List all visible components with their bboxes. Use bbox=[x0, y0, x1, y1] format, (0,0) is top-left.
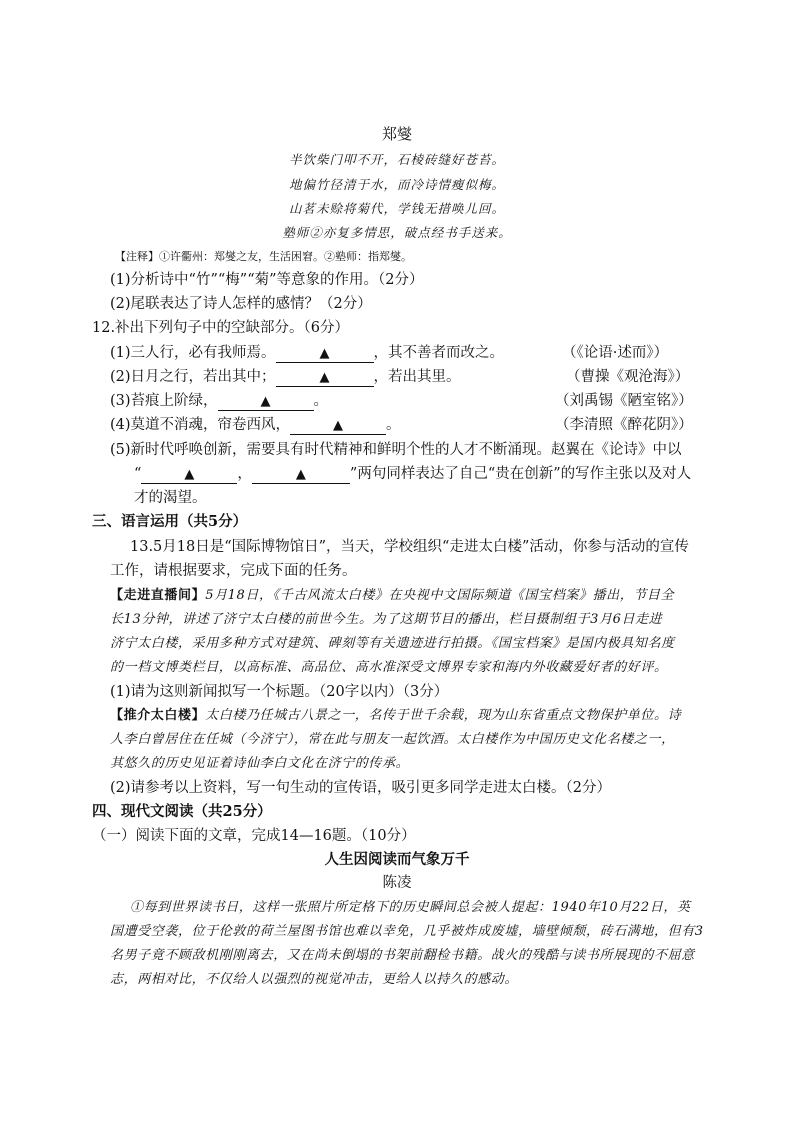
news-tag: 【走进直播间】 bbox=[110, 588, 206, 603]
q12-item-4 bbox=[110, 415, 401, 435]
promo-tag: 【推介太白楼】 bbox=[110, 708, 206, 723]
poem-line-2: 地偏竹径清于水，而冷诗情瘦似梅。 bbox=[288, 177, 505, 192]
q12-item-5-line-1: (5)新时代呼唤创新，需要具有时代精神和鲜明个性的人才不断涌现。赵翼在《论诗》中以 bbox=[110, 442, 682, 458]
q12-item-1 bbox=[110, 343, 504, 363]
promo-line-2: 人李白曾居住在任城（今济宁），常在此与朋友一起饮酒。太白楼作为中国历史文化名楼之一， bbox=[110, 732, 675, 747]
q12-item-1-pre: (1)三人行，必有我师焉。 bbox=[110, 345, 276, 361]
q12-item-1-post: ，其不善者而改之。 bbox=[373, 345, 505, 361]
article-title: 人生因阅读而气象万千 bbox=[324, 851, 470, 868]
q12-item-3-source: （刘禹锡《陋室铭》） bbox=[555, 393, 693, 409]
news-line-3: 济宁太白楼，采用多种方式对建筑、碑刻等有关遗迹进行拍摄。《国宝档案》是国内极具知名度 bbox=[110, 636, 675, 651]
q12-item-3-post: 。 bbox=[313, 393, 329, 409]
q12-item-4-pre: (4)莫道不消魂，帘卷西风， bbox=[110, 417, 291, 433]
q12-item-2-post: ，若出其里。 bbox=[373, 369, 461, 385]
answer-blank[interactable]: ▲ bbox=[290, 416, 386, 435]
news-line-4: 的一档文博类栏目，以高标准、高品位、高水准深受文博界专家和海内外收藏爱好者的好评。 bbox=[110, 660, 668, 675]
q12-item-2 bbox=[110, 367, 461, 387]
q12-item-5-line-2: “ ▲ ， ▲ ”两句同样表达了自己“贵在创新”的写作主张以及对人 bbox=[134, 466, 692, 482]
answer-blank[interactable]: ▲ bbox=[252, 465, 350, 484]
section-3-heading: 三、语言运用（共5分） bbox=[92, 513, 248, 530]
q12-item-4-post: 。 bbox=[386, 417, 401, 433]
poem-title: 郑燮 bbox=[381, 125, 412, 143]
article-para-line-4: 志，两相对比，不仅给人以强烈的视觉冲击，更给人以持久的感动。 bbox=[110, 972, 519, 987]
article-para-line-1: ①每到世界读书日，这样一张照片所定格下的历史瞬间总会被人提起：1940年10月22日，英 bbox=[130, 900, 691, 915]
q12-item-4-source: （李清照《醉花阴》） bbox=[555, 417, 693, 433]
poem-note: 【注释】①许衢州：郑燮之友，生活困窘。②塾师：指郑燮。 bbox=[115, 250, 412, 263]
poem-line-1: 半饮柴门叩不开，石棱砖缝好苍苔。 bbox=[288, 152, 505, 167]
q12-item-3 bbox=[110, 391, 328, 411]
answer-blank[interactable]: ▲ bbox=[218, 392, 314, 411]
task-2: (2)请参考以上资料，写一句生动的宣传语，吸引更多同学走进太白楼。（2分） bbox=[110, 780, 612, 796]
q12-item-2-pre: (2)日月之行，若出其中； bbox=[110, 369, 276, 385]
poem-question-1: (1)分析诗中“竹”“梅”“菊”等意象的作用。（2分） bbox=[110, 272, 424, 288]
article-author: 陈凌 bbox=[382, 875, 412, 891]
q12-item-2-source: （曹操《观沧海》） bbox=[566, 369, 690, 385]
answer-blank[interactable]: ▲ bbox=[276, 344, 374, 363]
answer-blank[interactable]: ▲ bbox=[141, 465, 237, 484]
q12-item-1-source: （《论语·述而》） bbox=[562, 345, 669, 361]
article-para-line-2: 国遭受空袭，位于伦敦的荷兰屋图书馆也难以幸免，几乎被炸成废墟，墙壁倾颓，砖石满地，但有3 bbox=[110, 924, 704, 939]
answer-blank[interactable]: ▲ bbox=[276, 368, 374, 387]
section-4-heading: 四、现代文阅读（共25分） bbox=[92, 803, 272, 820]
poem-line-4: 塾师②亦复多情思，破点经书手送来。 bbox=[282, 225, 512, 240]
part-1-instruction: （一）阅读下面的文章，完成14—16题。（10分） bbox=[92, 828, 416, 844]
q13-line-2: 工作，请根据要求，完成下面的任务。 bbox=[110, 563, 357, 579]
news-line-1: 【走进直播间】5月18日，《千古风流太白楼》在央视中文国际频道《国宝档案》播出，节目全 bbox=[110, 588, 675, 603]
promo-line-3: 其悠久的历史见证着诗仙李白文化在济宁的传承。 bbox=[110, 756, 410, 771]
q12-item-5-line-3: 才的渴望。 bbox=[134, 490, 207, 506]
task-1: (1)请为这则新闻拟写一个标题。（20字以内）（3分） bbox=[110, 684, 449, 700]
news-line-2: 长13分钟，讲述了济宁太白楼的前世今生。为了这期节目的播出，栏目摄制组于3月6日走进 bbox=[110, 612, 663, 627]
poem-question-2: (2)尾联表达了诗人怎样的感情？（2分） bbox=[110, 296, 372, 312]
q13-line-1: 13.5月18日是“国际博物馆日”，当天，学校组织“走进太白楼”活动，你参与活动的宣传 bbox=[130, 539, 689, 555]
promo-line-1: 【推介太白楼】太白楼乃任城古八景之一，名传于世千余载，现为山东省重点文物保护单位。诗 bbox=[110, 708, 682, 723]
q12-item-3-pre: (3)苔痕上阶绿， bbox=[110, 393, 218, 409]
article-para-line-3: 名男子竟不顾敌机刚刚离去，又在尚未倒塌的书架前翻检书籍。战火的残酷与读书所展现的不屈意 bbox=[110, 948, 695, 963]
q12-heading: 12.补出下列句子中的空缺部分。（6分） bbox=[92, 320, 350, 336]
poem-line-3: 山茗未赊将菊代，学钱无措唤儿回。 bbox=[288, 201, 505, 216]
